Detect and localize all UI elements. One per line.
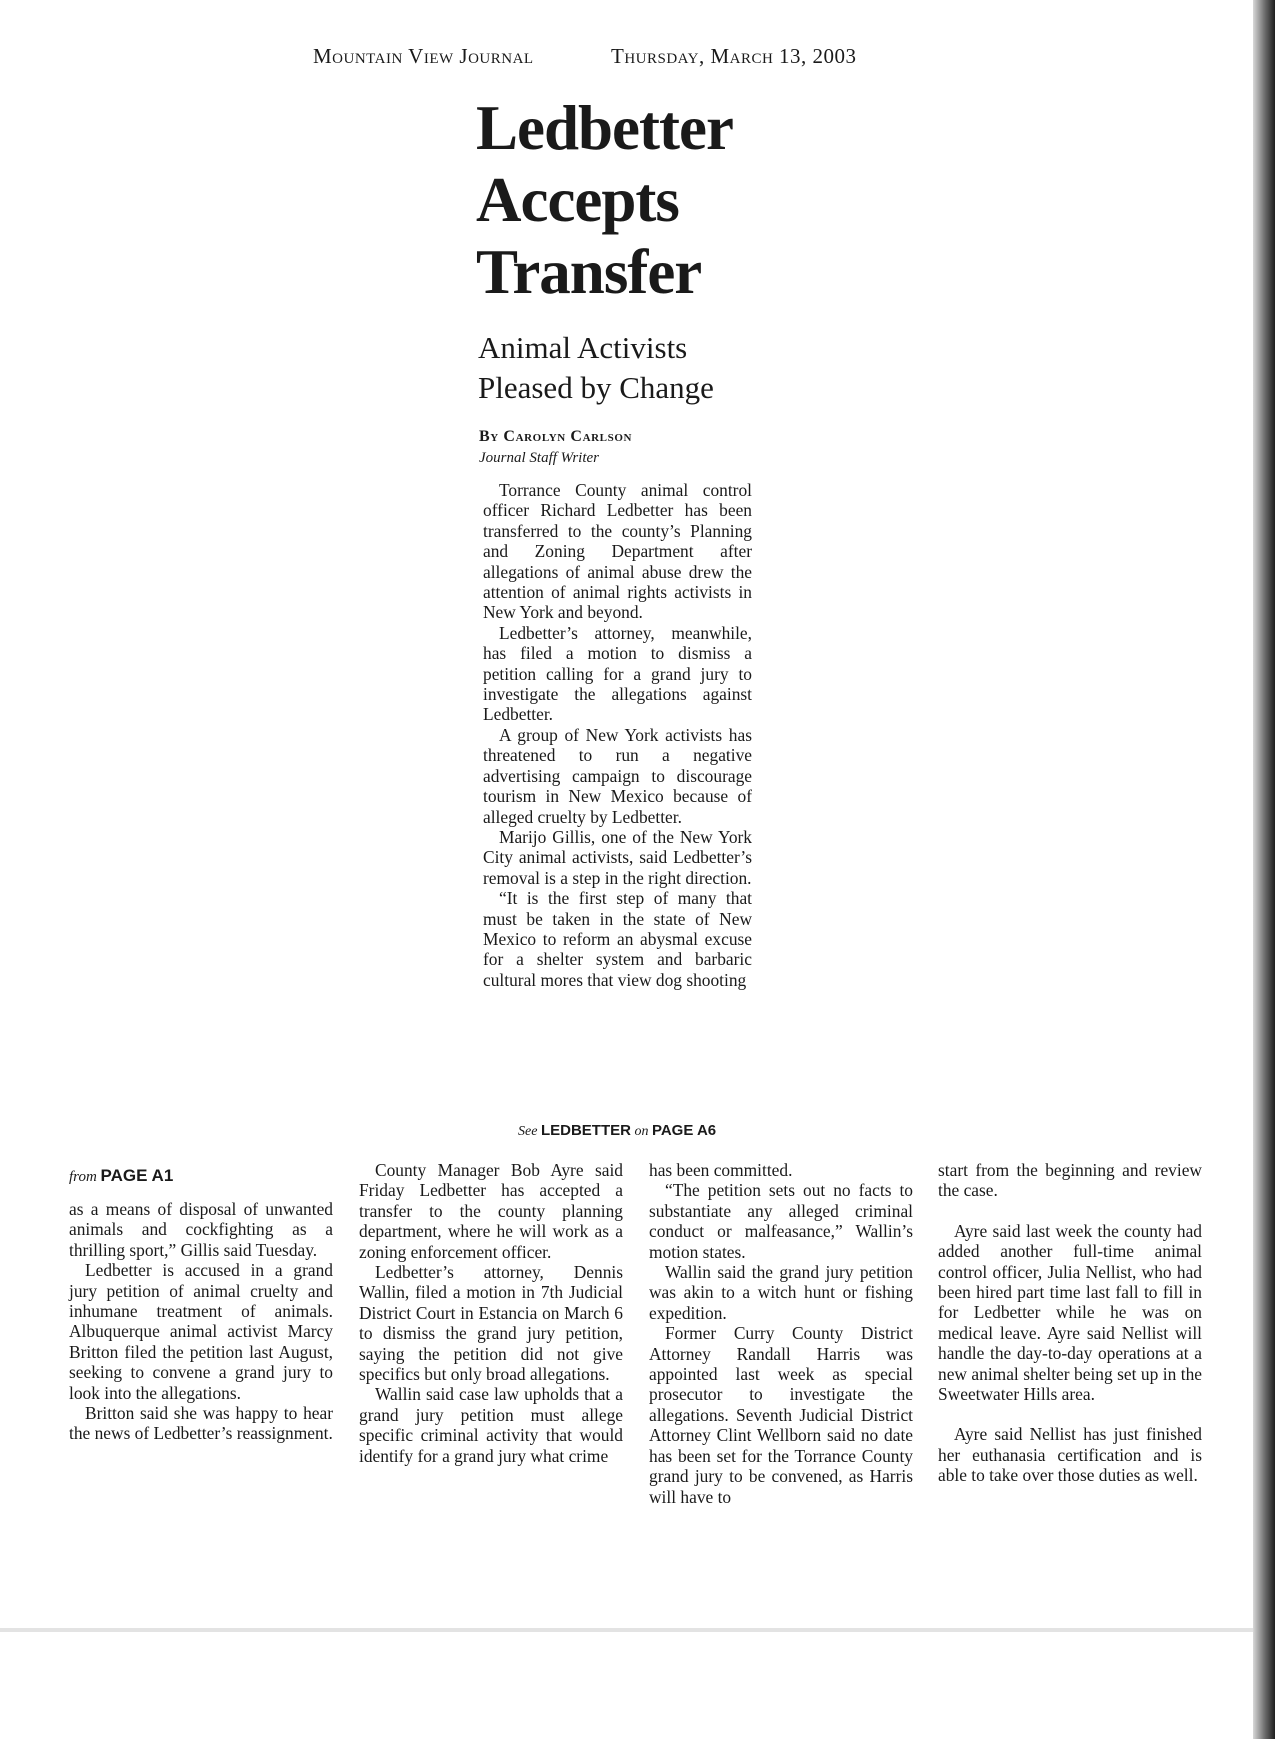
paragraph: Wallin said the grand jury petition was akin to a witch hunt or fishing expedition. — [649, 1262, 913, 1323]
continuation-from: from — [69, 1169, 97, 1185]
jump-on: on — [634, 1124, 649, 1139]
paragraph: Marijo Gillis, one of the New York City animal activists, said Ledbetter’s removal is a step in the right direction. — [483, 826, 752, 888]
paragraph: Torrance County animal control officer Richard Ledbetter has been transferred to the county’s Planning and Zoning Department after allegations of animal abuse drew the attention of animal rights activists in New York and beyond. — [483, 480, 752, 623]
paragraph: as a means of disposal of unwanted animals and cockfighting as a thrilling sport,” Gillis said Tuesday. — [69, 1199, 333, 1260]
subheadline-line: Pleased by Change — [478, 370, 714, 405]
byline: By Carolyn Carlson — [479, 428, 633, 445]
paragraph: has been committed. — [649, 1160, 793, 1180]
headline-line: Ledbetter — [476, 93, 733, 163]
lead-column — [483, 480, 752, 1098]
publication-name: Mountain View Journal — [313, 44, 534, 68]
headline-line: Accepts — [476, 165, 679, 235]
jump-slug: LEDBETTER — [540, 1122, 631, 1139]
publication-date: Thursday, March 13, 2003 — [611, 44, 857, 68]
paragraph: Britton said she was happy to hear the news of Ledbetter’s reassignment. — [69, 1403, 333, 1444]
paragraph: Ledbetter’s attorney, Dennis Wallin, filed a motion in 7th Judicial District Court in Estancia on March 6 to dismiss the grand jury petition, saying the petition did not give specifics but only broad allegations. — [359, 1262, 623, 1385]
jump-page: PAGE A6 — [651, 1122, 717, 1139]
paragraph: start from the beginning and review the case. — [938, 1160, 1202, 1201]
continuation-page: PAGE A1 — [100, 1166, 174, 1185]
paragraph: A group of New York activists has threatened to run a negative advertising campaign to discourage tourism in New Mexico because of alleged cruelty by Ledbetter. — [483, 724, 752, 827]
paragraph: Former Curry County District Attorney Randall Harris was appointed last week as special prosecutor to investigate the allegations. Seventh Judicial District Attorney Clint Wellborn said no date has been set for the Torrance County grand jury to be convened, as Harris will have to — [649, 1323, 913, 1507]
continuation-column-1 — [69, 1199, 333, 1444]
paragraph: County Manager Bob Ayre said Friday Ledbetter has accepted a transfer to the county planning department, where he will work as a zoning enforcement officer. — [359, 1160, 623, 1262]
paragraph: Ayre said last week the county had added another full-time animal control officer, Julia Nellist, who had been hired part time last fall to fill in for Ledbetter while he was on medical leave. Ayre said Nellist will handle the day-to-day operations at a new animal shelter being set up in the Sweetwater Hills area. — [938, 1220, 1202, 1405]
subheadline-line: Animal Activists — [478, 330, 688, 365]
byline-role: Journal Staff Writer — [479, 450, 599, 466]
paragraph: Ledbetter is accused in a grand jury petition of animal cruelty and inhumane treatment of animals. Albuquerque animal activist Marcy Britton filed the petition last August, seeking to convene a grand jury to look into the allegations. — [69, 1260, 333, 1403]
jump-line — [518, 1122, 818, 1140]
paragraph: “It is the first step of many that must be taken in the state of New Mexico to reform an abysmal excuse for a shelter system and barbaric cultural mores that view dog shooting — [483, 888, 752, 990]
continuation-label — [69, 1166, 269, 1186]
paragraph: Ledbetter’s attorney, meanwhile, has filed a motion to dismiss a petition calling for a grand jury to investigate the allegations against Ledbetter. — [483, 622, 752, 725]
page-scan-edge-shadow — [1253, 0, 1275, 1739]
paragraph: “The petition sets out no facts to substantiate any alleged criminal conduct or malfeasance,” Wallin’s motion states. — [649, 1180, 913, 1262]
continuation-column-2 — [359, 1160, 623, 1466]
masthead — [313, 44, 933, 76]
continuation-column-4 — [938, 1160, 1202, 1486]
jump-see: See — [518, 1124, 538, 1139]
paragraph: Ayre said Nellist has just finished her euthanasia certification and is able to take over those duties as well. — [938, 1424, 1202, 1486]
headline-line: Transfer — [476, 237, 702, 307]
paragraph: Wallin said case law upholds that a grand jury petition must allege specific criminal activity that would identify for a grand jury what crime — [359, 1384, 623, 1466]
subheadline — [478, 328, 838, 408]
page-fold-line — [0, 1628, 1253, 1632]
continuation-column-3 — [649, 1160, 913, 1507]
headline — [476, 92, 816, 308]
